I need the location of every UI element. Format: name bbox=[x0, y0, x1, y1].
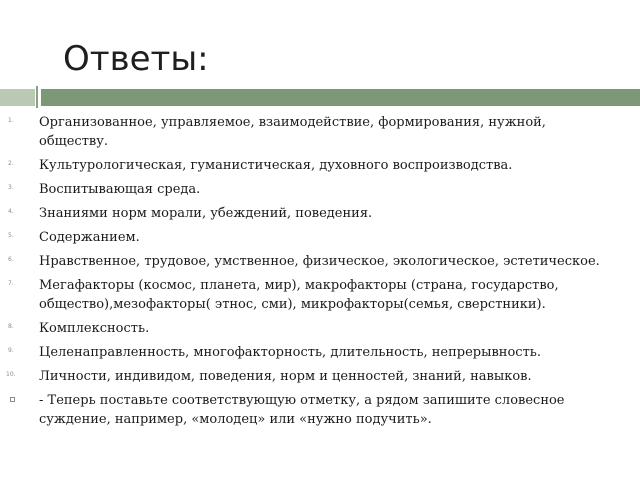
note-text: - Теперь поставьте соответствующую отметку, а рядом запишите словесное суждение, например, «молодец» или «нужно подучить». bbox=[39, 393, 565, 427]
item-text: Мегафакторы (космос, планета, мир), макрофакторы (страна, государство, общество),мезофакторы( этнос, сми), микрофакторы(семья, сверстники). bbox=[39, 278, 559, 312]
answer-item bbox=[0, 113, 640, 151]
answer-item bbox=[0, 319, 640, 338]
answers-list bbox=[0, 113, 640, 429]
answer-item bbox=[0, 367, 640, 386]
item-text: Комплексность. bbox=[39, 321, 150, 336]
item-text: Воспитывающая среда. bbox=[39, 182, 201, 197]
item-number: 6. bbox=[8, 256, 14, 263]
square-bullet-icon bbox=[10, 397, 15, 402]
item-text: Организованное, управляемое, взаимодействие, формирования, нужной, обществу. bbox=[39, 115, 546, 149]
decorative-divider bbox=[36, 86, 38, 108]
answer-item bbox=[0, 276, 640, 314]
answer-item bbox=[0, 228, 640, 247]
answer-item bbox=[0, 180, 640, 199]
decorative-band-left bbox=[0, 89, 35, 106]
item-number: 1. bbox=[8, 117, 14, 124]
item-number: 4. bbox=[8, 208, 14, 215]
answer-item bbox=[0, 204, 640, 223]
item-text: Целенаправленность, многофакторность, длительность, непрерывность. bbox=[39, 345, 541, 360]
item-number: 10. bbox=[6, 371, 16, 378]
answer-item bbox=[0, 252, 640, 271]
item-number: 7. bbox=[8, 280, 14, 287]
decorative-band-right bbox=[41, 89, 640, 106]
note-item bbox=[0, 391, 640, 429]
item-number: 3. bbox=[8, 184, 14, 191]
item-number: 5. bbox=[8, 232, 14, 239]
item-text: Личности, индивидом, поведения, норм и ценностей, знаний, навыков. bbox=[39, 369, 532, 384]
item-number: 9. bbox=[8, 347, 14, 354]
slide-title: Ответы: bbox=[63, 39, 209, 79]
answer-item bbox=[0, 156, 640, 175]
item-number: 8. bbox=[8, 323, 14, 330]
item-text: Культурологическая, гуманистическая, духовного воспроизводства. bbox=[39, 158, 513, 173]
item-text: Нравственное, трудовое, умственное, физическое, экологическое, эстетическое. bbox=[39, 254, 600, 269]
item-text: Знаниями норм морали, убеждений, поведения. bbox=[39, 206, 373, 221]
answer-item bbox=[0, 343, 640, 362]
item-number: 2. bbox=[8, 160, 14, 167]
item-text: Содержанием. bbox=[39, 230, 140, 245]
